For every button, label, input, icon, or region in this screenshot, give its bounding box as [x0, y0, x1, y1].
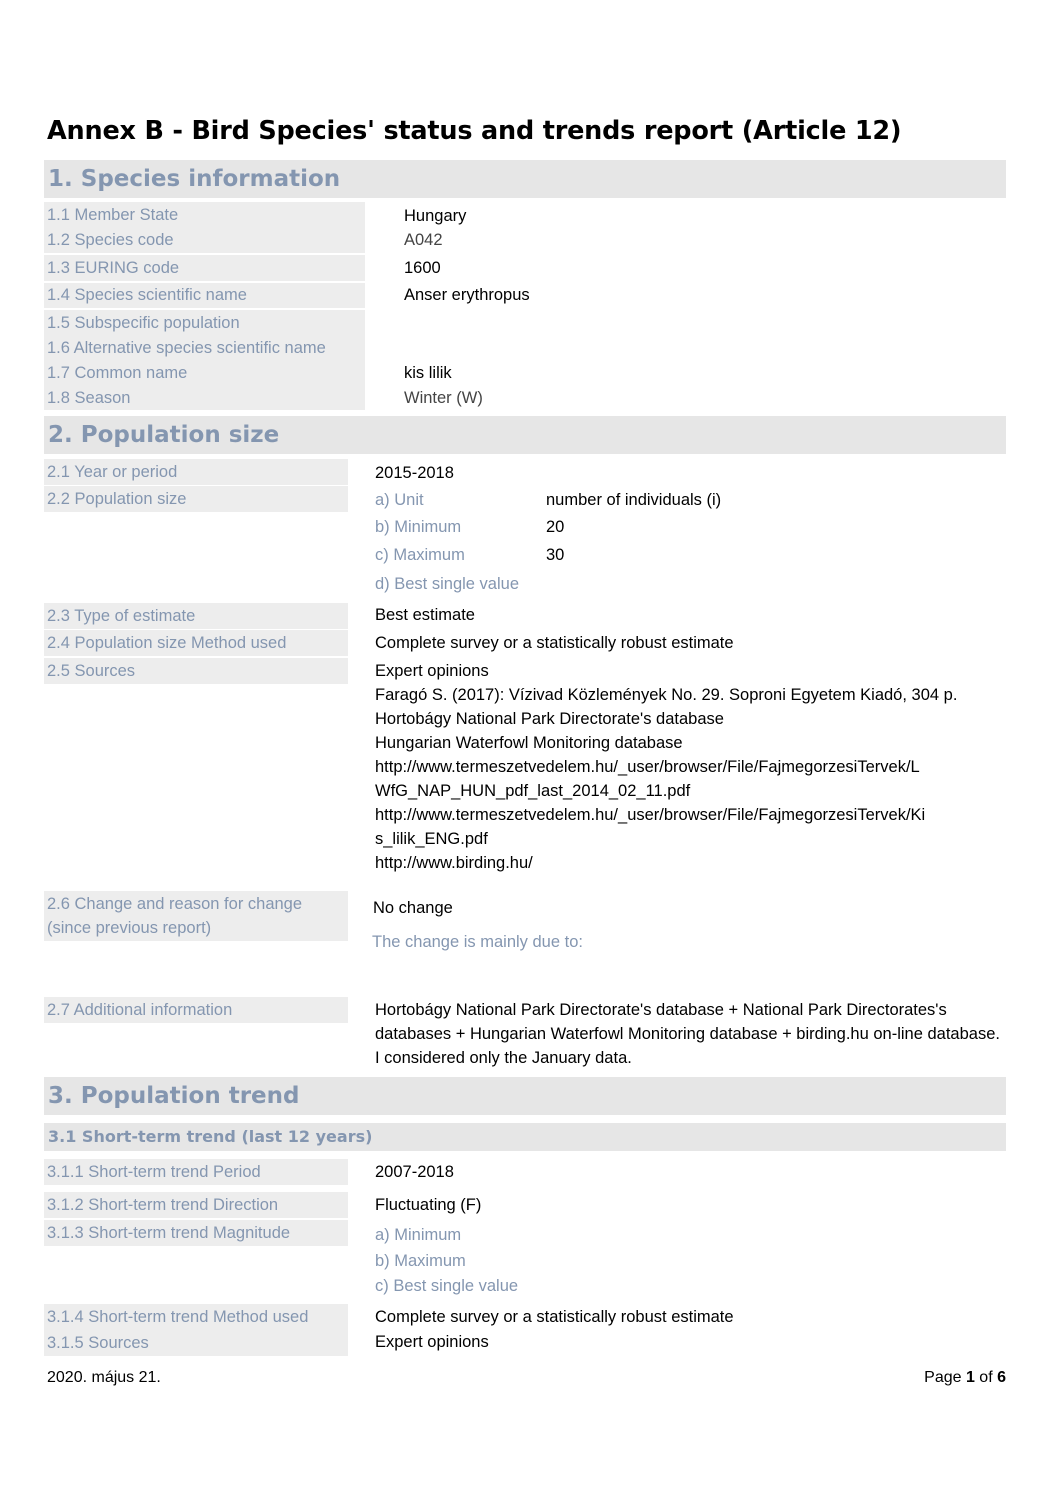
label-year-or-period: 2.1 Year or period	[44, 459, 348, 485]
label-maximum: c) Maximum	[375, 546, 465, 564]
footer-date: 2020. május 21.	[47, 1369, 161, 1386]
source-line: http://www.termeszetvedelem.hu/_user/browser/File/FajmegorzesiTervek/L	[375, 758, 920, 776]
label-short-term-method: 3.1.4 Short-term trend Method used	[44, 1304, 348, 1330]
label-short-term-period: 3.1.1 Short-term trend Period	[44, 1159, 348, 1185]
value-additional-information: Hortobágy National Park Directorate's database + National Park Directorates's databases + Hungarian Waterfowl Monitoring database + birding.hu on-line database. I considered only the January data.	[375, 1001, 1000, 1067]
label-population-size: 2.2 Population size	[44, 486, 348, 512]
label-short-term-direction: 3.1.2 Short-term trend Direction	[44, 1192, 348, 1218]
source-line: Hungarian Waterfowl Monitoring database	[375, 734, 683, 752]
source-line: http://www.birding.hu/	[375, 854, 533, 872]
source-line: s_lilik_ENG.pdf	[375, 830, 488, 848]
label-magnitude-best-single-value: c) Best single value	[375, 1277, 519, 1295]
section-heading-species-information: 1. Species information	[44, 160, 1006, 198]
label-population-method: 2.4 Population size Method used	[44, 630, 348, 656]
label-minimum: b) Minimum	[375, 518, 462, 536]
section-heading-population-size: 2. Population size	[44, 416, 1006, 454]
value-euring-code: 1600	[404, 259, 441, 277]
value-species-code: A042	[404, 231, 443, 249]
source-line: Faragó S. (2017): Vízivad Közlemények No. 29. Soproni Egyetem Kiadó, 304 p.	[375, 686, 958, 704]
label-short-term-magnitude: 3.1.3 Short-term trend Magnitude	[44, 1220, 348, 1246]
label-euring-code: 1.3 EURING code	[44, 255, 365, 281]
source-line: WfG_NAP_HUN_pdf_last_2014_02_11.pdf	[375, 782, 691, 800]
value-unit: number of individuals (i)	[546, 491, 722, 509]
value-short-term-method: Complete survey or a statistically robust estimate	[375, 1308, 734, 1326]
label-subspecific-population: 1.5 Subspecific population	[44, 310, 365, 336]
label-sources: 2.5 Sources	[44, 658, 348, 684]
value-scientific-name: Anser erythropus	[404, 286, 530, 304]
value-short-term-sources: Expert opinions	[375, 1333, 489, 1351]
label-best-single-value: d) Best single value	[375, 575, 519, 593]
subsection-heading-short-term-trend: 3.1 Short-term trend (last 12 years)	[44, 1123, 1006, 1151]
label-season: 1.8 Season	[44, 386, 365, 410]
value-change: No change	[373, 899, 453, 917]
page-of: of	[974, 1369, 998, 1386]
label-magnitude-minimum: a) Minimum	[375, 1226, 462, 1244]
page-current: 1	[965, 1369, 975, 1386]
footer-page-number	[924, 1367, 1006, 1389]
value-short-term-direction: Fluctuating (F)	[375, 1196, 482, 1214]
label-magnitude-maximum: b) Maximum	[375, 1252, 466, 1270]
value-year-or-period: 2015-2018	[375, 464, 454, 482]
label-short-term-sources: 3.1.5 Sources	[44, 1330, 348, 1356]
value-minimum: 20	[546, 518, 565, 536]
label-alternative-scientific-name: 1.6 Alternative species scientific name	[44, 336, 365, 361]
label-type-of-estimate: 2.3 Type of estimate	[44, 603, 348, 629]
page-total: 6	[997, 1369, 1006, 1386]
page-prefix: Page	[924, 1369, 966, 1386]
label-change-reason: The change is mainly due to:	[372, 933, 583, 951]
value-member-state: Hungary	[404, 207, 467, 225]
value-common-name: kis lilik	[404, 364, 452, 382]
source-line: Hortobágy National Park Directorate's database	[375, 710, 724, 728]
section-heading-population-trend: 3. Population trend	[44, 1077, 1006, 1115]
label-additional-information: 2.7 Additional information	[44, 997, 348, 1023]
source-line: Expert opinions	[375, 662, 489, 680]
label-change-and-reason: 2.6 Change and reason for change (since previous report)	[44, 891, 348, 941]
source-line: http://www.termeszetvedelem.hu/_user/browser/File/FajmegorzesiTervek/Ki	[375, 806, 926, 824]
value-type-of-estimate: Best estimate	[375, 606, 475, 624]
value-population-method: Complete survey or a statistically robust estimate	[375, 634, 734, 652]
label-scientific-name: 1.4 Species scientific name	[44, 283, 365, 308]
value-maximum: 30	[546, 546, 565, 564]
document-title: Annex B - Bird Species' status and trends report (Article 12)	[47, 116, 902, 146]
value-season: Winter (W)	[404, 389, 483, 407]
label-species-code: 1.2 Species code	[44, 228, 365, 253]
value-short-term-period: 2007-2018	[375, 1163, 454, 1181]
label-unit: a) Unit	[375, 491, 424, 509]
label-member-state: 1.1 Member State	[44, 202, 365, 228]
label-common-name: 1.7 Common name	[44, 361, 365, 386]
